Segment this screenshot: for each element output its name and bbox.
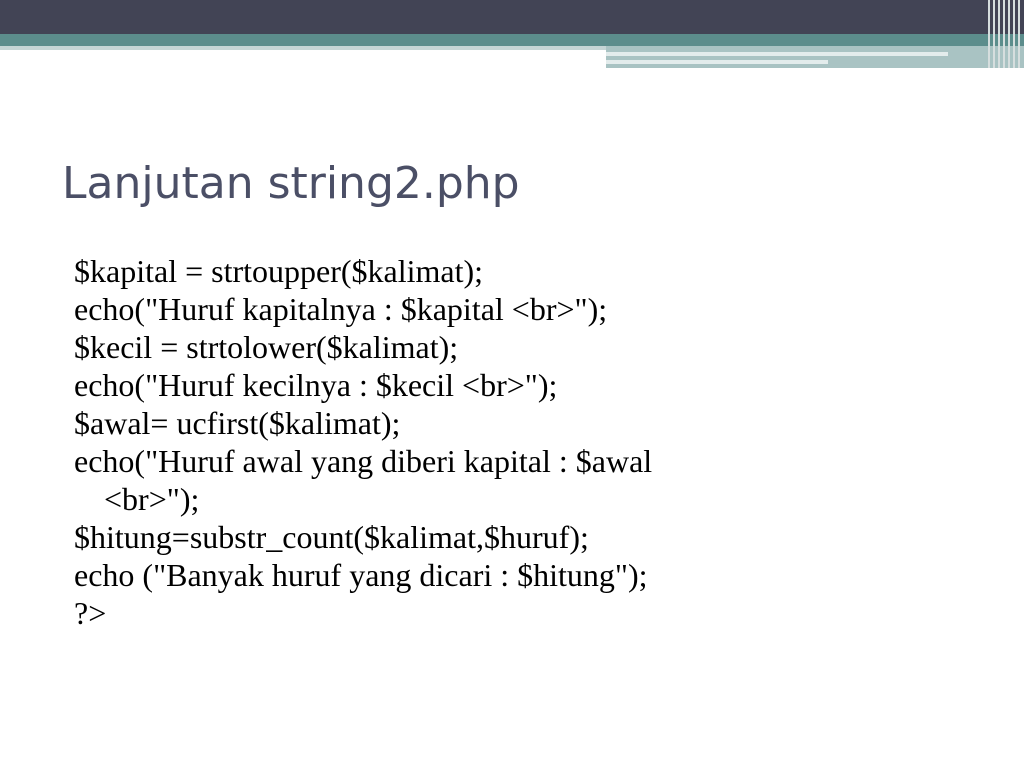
header-stripe — [998, 0, 1000, 68]
header-accent-line — [606, 52, 948, 56]
code-line: $kapital = strtoupper($kalimat); — [74, 253, 484, 289]
code-line: $hitung=substr_count($kalimat,$huruf); — [74, 519, 589, 555]
header-stripe — [993, 0, 995, 68]
header-stripe — [1018, 0, 1020, 68]
code-listing — [74, 252, 954, 632]
code-line: ?> — [74, 595, 107, 631]
code-line: $awal= ucfirst($kalimat); — [74, 405, 401, 441]
slide-title: Lanjutan string2.php — [62, 158, 520, 209]
code-line: echo ("Banyak huruf yang dicari : $hitung"); — [74, 557, 648, 593]
header-stripes — [988, 0, 1024, 68]
header-stripe — [1013, 0, 1015, 68]
code-line-continuation: <br>"); — [104, 481, 200, 517]
code-line: echo("Huruf kecilnya : $kecil <br>"); — [74, 367, 558, 403]
code-line: echo("Huruf awal yang diberi kapital : $awal — [74, 443, 653, 479]
header-stripe — [1008, 0, 1010, 68]
header-stripe — [1003, 0, 1005, 68]
header-accent-line — [606, 60, 828, 64]
header-band-teal — [0, 34, 1024, 46]
code-line: $kecil = strtolower($kalimat); — [74, 329, 459, 365]
header-band-dark — [0, 0, 1024, 34]
header-accent-block — [606, 46, 1024, 68]
header-stripe — [988, 0, 990, 68]
code-line: echo("Huruf kapitalnya : $kapital <br>"); — [74, 291, 608, 327]
